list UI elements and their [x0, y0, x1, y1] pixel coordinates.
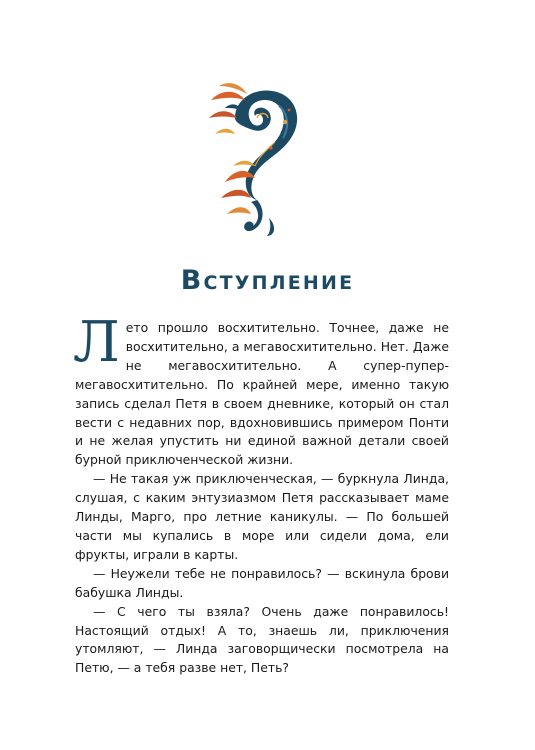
paragraph: — Неужели тебе не понравилось? — вскинула брови бабушка Линды. — [75, 565, 449, 600]
chapter-text — [73, 310, 449, 678]
paragraph — [73, 310, 449, 470]
decorative-question-mark-icon — [205, 78, 305, 238]
paragraph-text: ето прошло восхитительно. Точнее, даже не восхитительно, а мегавосхитительно. Нет. Даже не мегавосхитительно. А супер-пупер-мегавосхитительно. По крайней мере, именно такую запись сделал Петя в своем дневнике, который он стал вести с недавних пор, вдохновившись примером Понти и не желая упустить ни единой важной детали своей бурной приключенческой жизни. — [75, 320, 449, 468]
drop-cap: Л — [73, 310, 120, 375]
chapter-title: Вступление — [180, 265, 355, 296]
paragraph: — Не такая уж приключенческая, — буркнула Линда, слушая, с каким энтузиазмом Петя рассказывает маме Линды, Марго, про летние каникулы. — По большей части мы купались в море или сидели дома, ели фрукты, играли в карты. — [75, 471, 449, 562]
paragraph: — С чего ты взяла? Очень даже понравилось! Настоящий отдых! А то, знаешь ли, приключения утомляют, — Линда заговорщически посмотрела на Петю, — а тебя разве нет, Петь? — [75, 603, 449, 676]
